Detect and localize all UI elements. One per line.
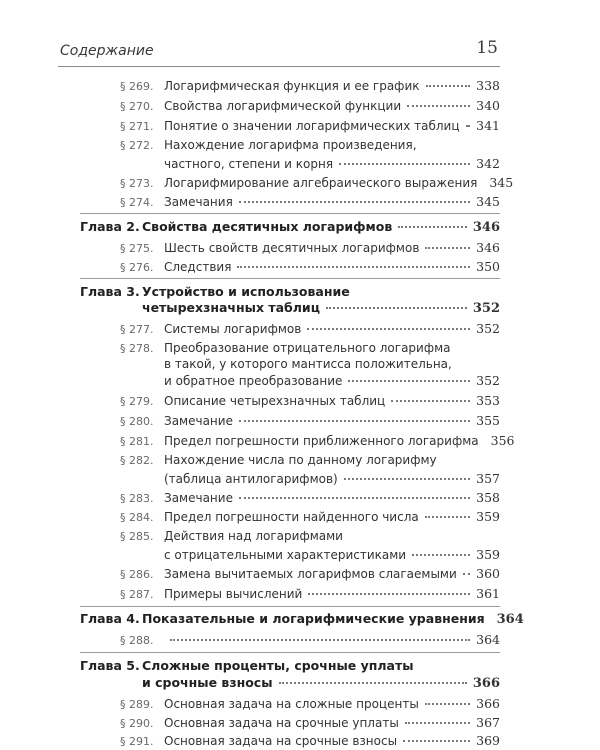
dot-leader bbox=[239, 496, 470, 499]
entry-title-line2: частного, степени и корня bbox=[164, 157, 334, 171]
chapter-title: Свойства десятичных логарифмов bbox=[142, 219, 393, 234]
dot-leader bbox=[239, 419, 470, 422]
entry-page: 361 bbox=[476, 586, 500, 601]
running-header-title: Содержание bbox=[60, 43, 154, 59]
section-number: § 288. bbox=[120, 634, 154, 647]
section-number: § 291. bbox=[120, 735, 154, 748]
chapter-number: Глава 5. bbox=[80, 658, 140, 673]
entry-title: Предел погрешности приближенного логарифма bbox=[164, 434, 479, 448]
section-number: § 290. bbox=[120, 717, 154, 730]
toc-entry-continuation bbox=[164, 357, 500, 372]
dot-leader bbox=[403, 739, 470, 742]
dot-leader bbox=[391, 399, 470, 402]
toc-entry[interactable] bbox=[120, 433, 515, 449]
page-number: 15 bbox=[476, 38, 498, 58]
entry-page: 342 bbox=[476, 156, 500, 171]
section-number: § 284. bbox=[120, 511, 154, 524]
toc-entry-continuation bbox=[164, 547, 500, 563]
entry-page: 360 bbox=[476, 566, 500, 581]
section-number: § 277. bbox=[120, 323, 154, 336]
entry-title-line2: (таблица антилогарифмов) bbox=[164, 472, 338, 486]
toc-chapter-continuation bbox=[142, 300, 500, 316]
toc-entry[interactable] bbox=[120, 632, 500, 648]
entry-page: 340 bbox=[476, 98, 500, 113]
entry-page: 369 bbox=[476, 733, 500, 748]
section-number: § 283. bbox=[120, 492, 154, 505]
entry-title: Основная задача на срочные уплаты bbox=[164, 716, 399, 730]
dot-leader bbox=[307, 327, 470, 330]
dot-leader bbox=[237, 265, 470, 268]
dot-leader bbox=[425, 515, 470, 518]
section-number: § 270. bbox=[120, 100, 154, 113]
toc-chapter-continuation bbox=[142, 675, 500, 691]
toc-entry[interactable] bbox=[120, 529, 500, 544]
entry-page: 353 bbox=[476, 393, 500, 408]
dot-leader bbox=[239, 200, 470, 203]
section-number: § 287. bbox=[120, 588, 154, 601]
chapter-divider bbox=[80, 278, 500, 279]
dot-leader bbox=[279, 681, 467, 684]
toc-entry[interactable] bbox=[120, 98, 500, 114]
entry-title: Предел погрешности найденного числа bbox=[164, 510, 419, 524]
toc-entry[interactable] bbox=[120, 733, 500, 749]
entry-title-line2: в такой, у которого мантисса положительна, bbox=[164, 357, 452, 371]
dot-leader bbox=[407, 104, 470, 107]
section-number: § 271. bbox=[120, 120, 154, 133]
chapter-page: 366 bbox=[472, 676, 500, 691]
toc-entry[interactable] bbox=[120, 490, 500, 506]
entry-page: 341 bbox=[476, 118, 500, 133]
dot-leader bbox=[426, 84, 471, 87]
entry-title: Нахождение числа по данному логарифму bbox=[164, 453, 437, 467]
section-number: § 272. bbox=[120, 139, 154, 152]
toc-chapter-entry[interactable] bbox=[80, 219, 500, 235]
chapter-divider bbox=[80, 652, 500, 653]
section-number: § 276. bbox=[120, 261, 154, 274]
section-number: § 286. bbox=[120, 568, 154, 581]
toc-entry[interactable] bbox=[120, 393, 500, 409]
dot-leader bbox=[339, 162, 470, 165]
toc-chapter-entry[interactable] bbox=[80, 611, 524, 627]
entry-page: 364 bbox=[476, 632, 500, 647]
dot-leader bbox=[466, 124, 471, 127]
entry-page: 367 bbox=[476, 715, 500, 730]
chapter-number: Глава 2. bbox=[80, 219, 140, 234]
entry-title: Шесть свойств десятичных логарифмов bbox=[164, 241, 420, 255]
section-number: § 269. bbox=[120, 80, 154, 93]
chapter-number: Глава 4. bbox=[80, 611, 140, 626]
toc-entry[interactable] bbox=[120, 586, 500, 602]
entry-title: Системы логарифмов bbox=[164, 322, 302, 336]
entry-title: Замечание bbox=[164, 491, 233, 505]
entry-title: Понятие о значении логарифмических таблиц bbox=[164, 119, 460, 133]
section-number: § 289. bbox=[120, 698, 154, 711]
toc-entry[interactable] bbox=[120, 715, 500, 731]
entry-title: Замечания bbox=[164, 195, 233, 209]
section-number: § 285. bbox=[120, 530, 154, 543]
entry-title-line2: с отрицательными характеристиками bbox=[164, 548, 407, 562]
entry-title: Следствия bbox=[164, 260, 232, 274]
chapter-title-line2: четырехзначных таблиц bbox=[142, 300, 320, 315]
toc-entry[interactable] bbox=[120, 696, 500, 712]
entry-title: Примеры вычислений bbox=[164, 587, 303, 601]
dot-leader bbox=[348, 379, 470, 382]
dot-leader bbox=[412, 553, 470, 556]
entry-title: Замечание bbox=[164, 414, 233, 428]
toc-entry[interactable] bbox=[120, 78, 500, 94]
toc-entry-continuation bbox=[164, 471, 500, 487]
entry-page: 352 bbox=[476, 321, 500, 336]
entry-page: 358 bbox=[476, 490, 500, 505]
entry-title: Логарифмическая функция и ее график bbox=[164, 79, 420, 93]
toc-entry[interactable] bbox=[120, 413, 500, 429]
dot-leader bbox=[463, 572, 470, 575]
dot-leader bbox=[344, 477, 470, 480]
toc-entry[interactable] bbox=[120, 175, 514, 191]
section-number: § 275. bbox=[120, 242, 154, 255]
entry-title: Основная задача на сложные проценты bbox=[164, 697, 419, 711]
toc-entry-continuation bbox=[164, 156, 500, 172]
toc-entry[interactable] bbox=[120, 341, 500, 356]
toc-entry[interactable] bbox=[120, 138, 500, 153]
dot-leader bbox=[170, 638, 470, 641]
chapter-title: Устройство и использование bbox=[142, 284, 350, 299]
entry-page: 359 bbox=[476, 509, 500, 524]
chapter-title-line2: и срочные взносы bbox=[142, 675, 273, 690]
chapter-page: 364 bbox=[496, 612, 524, 627]
dot-leader bbox=[405, 721, 470, 724]
entry-title-line3: и обратное преобразование bbox=[164, 374, 343, 388]
entry-page: 355 bbox=[476, 413, 500, 428]
toc-entry[interactable] bbox=[120, 240, 500, 256]
entry-title: Свойства логарифмической функции bbox=[164, 99, 402, 113]
dot-leader bbox=[326, 306, 467, 309]
chapter-page: 346 bbox=[472, 220, 500, 235]
dot-leader bbox=[425, 246, 470, 249]
section-number: § 274. bbox=[120, 196, 154, 209]
toc-entry[interactable] bbox=[120, 194, 500, 210]
entry-title: Логарифмирование алгебраического выражения bbox=[164, 176, 478, 190]
entry-title: Описание четырехзначных таблиц bbox=[164, 394, 386, 408]
chapter-page: 352 bbox=[472, 301, 500, 316]
entry-page: 338 bbox=[476, 78, 500, 93]
entry-page: 350 bbox=[476, 259, 500, 274]
chapter-divider bbox=[80, 213, 500, 214]
toc-chapter-entry[interactable] bbox=[80, 284, 500, 299]
section-number: § 273. bbox=[120, 177, 154, 190]
toc-entry[interactable] bbox=[120, 259, 500, 275]
dot-leader bbox=[425, 702, 470, 705]
section-number: § 279. bbox=[120, 395, 154, 408]
entry-page: 357 bbox=[476, 471, 500, 486]
entry-title: Преобразование отрицательного логарифма bbox=[164, 341, 451, 355]
entry-page: 366 bbox=[476, 696, 500, 711]
entry-page: 345 bbox=[476, 194, 500, 209]
toc-entry[interactable] bbox=[120, 453, 500, 468]
entry-page: 352 bbox=[476, 373, 500, 388]
entry-title: Основная задача на срочные взносы bbox=[164, 734, 398, 748]
entry-page: 356 bbox=[490, 433, 515, 448]
chapter-title: Сложные проценты, срочные уплаты bbox=[142, 658, 414, 673]
chapter-number: Глава 3. bbox=[80, 284, 140, 299]
section-number: § 281. bbox=[120, 435, 154, 448]
entry-page: 346 bbox=[476, 240, 500, 255]
chapter-divider bbox=[80, 606, 500, 607]
dot-leader bbox=[398, 225, 467, 228]
dot-leader bbox=[308, 592, 470, 595]
toc-entry-continuation bbox=[164, 373, 500, 389]
entry-page: 345 bbox=[489, 175, 514, 190]
section-number: § 282. bbox=[120, 454, 154, 467]
section-number: § 280. bbox=[120, 415, 154, 428]
entry-title: Замена вычитаемых логарифмов слагаемыми bbox=[164, 567, 457, 581]
toc-entry[interactable] bbox=[120, 566, 500, 582]
toc-chapter-entry[interactable] bbox=[80, 658, 500, 673]
toc-entry[interactable] bbox=[120, 321, 500, 337]
toc-entry[interactable] bbox=[120, 118, 500, 134]
toc-entry[interactable] bbox=[120, 509, 500, 525]
entry-title: Нахождение логарифма произведения, bbox=[164, 138, 417, 152]
entry-page: 359 bbox=[476, 547, 500, 562]
section-number: § 278. bbox=[120, 342, 154, 355]
chapter-title: Показательные и логарифмические уравнения bbox=[142, 611, 485, 626]
entry-title: Действия над логарифмами bbox=[164, 529, 343, 543]
